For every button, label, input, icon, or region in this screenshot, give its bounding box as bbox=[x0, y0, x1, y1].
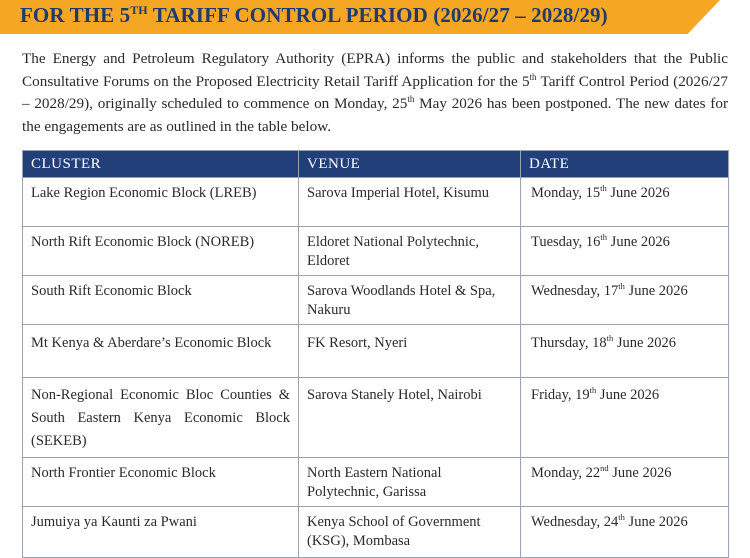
venue-cell: Kenya School of Government (KSG), Mombasa bbox=[299, 507, 521, 558]
header-date: DATE bbox=[521, 151, 729, 178]
cluster-cell: Jumuiya ya Kaunti za Pwani bbox=[23, 507, 299, 558]
venue-cell: Sarova Stanely Hotel, Nairobi bbox=[299, 378, 521, 458]
cluster-cell: South Rift Economic Block bbox=[23, 276, 299, 325]
date-cell: Tuesday, 16th June 2026 bbox=[521, 227, 729, 276]
cluster-cell: North Rift Economic Block (NOREB) bbox=[23, 227, 299, 276]
date-cell: Monday, 15th June 2026 bbox=[521, 178, 729, 227]
date-cell: Wednesday, 24th June 2026 bbox=[521, 507, 729, 558]
venue-cell: FK Resort, Nyeri bbox=[299, 325, 521, 378]
table-row bbox=[23, 458, 729, 507]
table-row bbox=[23, 378, 729, 458]
cluster-cell: North Frontier Economic Block bbox=[23, 458, 299, 507]
table-row bbox=[23, 507, 729, 558]
date-cell: Monday, 22nd June 2026 bbox=[521, 458, 729, 507]
schedule-table bbox=[22, 150, 729, 558]
date-cell: Thursday, 18th June 2026 bbox=[521, 325, 729, 378]
date-cell: Wednesday, 17th June 2026 bbox=[521, 276, 729, 325]
date-cell: Friday, 19th June 2026 bbox=[521, 378, 729, 458]
cluster-cell: Lake Region Economic Block (LREB) bbox=[23, 178, 299, 227]
table-row bbox=[23, 276, 729, 325]
venue-cell: Eldoret National Polytechnic, Eldoret bbox=[299, 227, 521, 276]
table-row bbox=[23, 325, 729, 378]
table-row bbox=[23, 227, 729, 276]
cluster-cell: Mt Kenya & Aberdare’s Economic Block bbox=[23, 325, 299, 378]
venue-cell: North Eastern National Polytechnic, Garissa bbox=[299, 458, 521, 507]
header-venue: VENUE bbox=[299, 151, 521, 178]
intro-paragraph: The Energy and Petroleum Regulatory Authority (EPRA) informs the public and stakeholders that the Public Consultative Forums on the Proposed Electricity Retail Tariff Application for the 5th Tariff Control Period (2026/27 – 2028/29), originally scheduled to commence on Monday, 25th May 2026 has been postponed. The new dates for the engagements are as outlined in the table below. bbox=[22, 50, 729, 135]
page-title: FOR THE 5TH TARIFF CONTROL PERIOD (2026/27 – 2028/29) bbox=[20, 3, 608, 27]
venue-cell: Sarova Woodlands Hotel & Spa, Nakuru bbox=[299, 276, 521, 325]
table-row bbox=[23, 178, 729, 227]
header-cluster: CLUSTER bbox=[23, 151, 299, 178]
cluster-cell: Non-Regional Economic Bloc Counties & South Eastern Kenya Economic Block (SEKEB) bbox=[23, 378, 299, 458]
venue-cell: Sarova Imperial Hotel, Kisumu bbox=[299, 178, 521, 227]
table-header-row bbox=[23, 151, 729, 178]
